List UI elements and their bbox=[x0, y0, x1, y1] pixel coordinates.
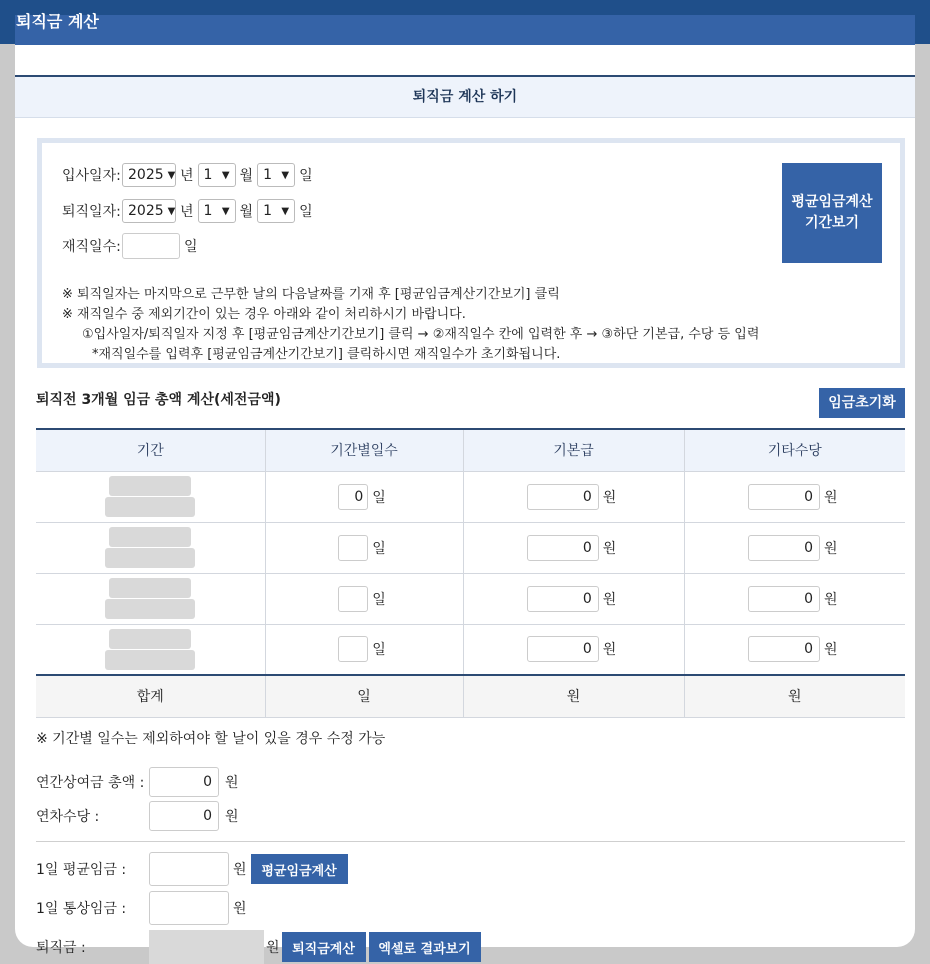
base-pay-input[interactable]: 0 bbox=[527, 586, 599, 612]
won-unit: 원 bbox=[823, 642, 838, 659]
year-unit: 년 bbox=[180, 204, 194, 220]
days-input[interactable] bbox=[338, 636, 368, 662]
month-unit: 월 bbox=[239, 204, 254, 220]
date-input-box bbox=[37, 138, 905, 368]
app-title: 퇴직금 계산 bbox=[16, 12, 99, 31]
won-unit: 원 bbox=[602, 642, 617, 659]
sum-row bbox=[36, 675, 905, 717]
severance-label: 퇴직금 : bbox=[36, 940, 86, 956]
col-days: 기간별일수 bbox=[265, 429, 463, 471]
other-allowance-input[interactable]: 0 bbox=[748, 586, 820, 612]
days-input[interactable] bbox=[338, 535, 368, 561]
won-unit: 원 bbox=[225, 775, 239, 791]
col-base-pay: 기본급 bbox=[463, 429, 684, 471]
other-allowance-input[interactable]: 0 bbox=[748, 636, 820, 662]
month-unit: 월 bbox=[239, 168, 254, 184]
daily-avg-label: 1일 평균임금 : bbox=[36, 862, 127, 878]
hire-year-select[interactable]: 2025 ▼ bbox=[122, 163, 176, 187]
col-other-allowance: 기타수당 bbox=[684, 429, 905, 471]
service-days-row bbox=[62, 233, 202, 259]
wage-calc-title: 퇴직전 3개월 임금 총액 계산(세전금액) bbox=[36, 392, 281, 408]
chevron-down-icon: ▼ bbox=[281, 169, 290, 181]
hire-day-select[interactable]: 1 ▼ bbox=[257, 163, 295, 187]
day-unit: 일 bbox=[372, 642, 386, 659]
day-unit: 일 bbox=[372, 591, 386, 608]
table-row bbox=[36, 624, 905, 675]
annual-leave-label: 연차수당 : bbox=[36, 809, 100, 825]
chevron-down-icon: ▼ bbox=[167, 205, 176, 217]
sum-label: 합계 bbox=[36, 675, 265, 717]
annual-leave-input[interactable]: 0 bbox=[149, 801, 219, 831]
won-unit: 원 bbox=[602, 489, 617, 506]
chevron-down-icon: ▼ bbox=[167, 169, 176, 181]
table-row bbox=[36, 573, 905, 624]
chevron-down-icon: ▼ bbox=[221, 205, 230, 217]
annual-leave-row bbox=[36, 801, 243, 831]
days-edit-note: ※ 기간별 일수는 제외하여야 할 날이 있을 경우 수정 가능 bbox=[36, 731, 386, 747]
other-allowance-input[interactable]: 0 bbox=[748, 535, 820, 561]
daily-avg-input[interactable] bbox=[149, 852, 229, 886]
bonus-label: 연간상여금 총액 : bbox=[36, 775, 145, 791]
daily-ordinary-row bbox=[36, 891, 251, 925]
day-unit: 일 bbox=[299, 204, 313, 220]
avg-wage-period-button[interactable]: 평균임금계산 기간보기 bbox=[782, 163, 882, 263]
section-divider bbox=[36, 841, 905, 842]
note-2: ※ 재직일수 중 제외기간이 있는 경우 아래와 같이 처리하시기 바랍니다. bbox=[62, 307, 466, 322]
severance-calc-button[interactable]: 퇴직금계산 bbox=[282, 932, 366, 962]
leave-year-select[interactable]: 2025 ▼ bbox=[122, 199, 176, 223]
daily-ordinary-label: 1일 통상임금 : bbox=[36, 901, 127, 917]
note-3: ①입사일자/퇴직일자 지정 후 [평균임금계산기간보기] 클릭 → ②재직일수 칸에 입력한 후 → ③하단 기본급, 수당 등 입력 bbox=[82, 327, 760, 342]
col-period: 기간 bbox=[36, 429, 265, 471]
won-unit: 원 bbox=[233, 862, 247, 878]
chevron-down-icon: ▼ bbox=[221, 169, 230, 181]
day-unit: 일 bbox=[299, 168, 313, 184]
won-unit: 원 bbox=[266, 940, 280, 956]
note-4: *재직일수를 입력후 [평균임금계산기간보기] 클릭하시면 재직일수가 초기화됩니다. bbox=[92, 347, 561, 362]
service-days-label: 재직일수: bbox=[62, 239, 121, 255]
base-pay-input[interactable]: 0 bbox=[527, 535, 599, 561]
hire-date-label: 입사일자: bbox=[62, 168, 121, 184]
period-redacted bbox=[36, 527, 265, 568]
leave-date-label: 퇴직일자: bbox=[62, 204, 121, 220]
sum-other-allowance: 원 bbox=[684, 675, 905, 717]
base-pay-input[interactable]: 0 bbox=[527, 484, 599, 510]
year-unit: 년 bbox=[180, 168, 194, 184]
severance-result bbox=[149, 930, 264, 964]
table-row bbox=[36, 522, 905, 573]
avg-wage-calc-button[interactable]: 평균임금계산 bbox=[251, 854, 348, 884]
service-days-input[interactable] bbox=[122, 233, 180, 259]
wage-table bbox=[36, 428, 905, 718]
severance-row bbox=[36, 930, 481, 964]
won-unit: 원 bbox=[823, 540, 838, 557]
leave-day-select[interactable]: 1 ▼ bbox=[257, 199, 295, 223]
won-unit: 원 bbox=[602, 591, 617, 608]
calculator-panel bbox=[15, 15, 915, 957]
panel-header bbox=[15, 15, 915, 45]
table-header-row bbox=[36, 429, 905, 471]
won-unit: 원 bbox=[233, 901, 247, 917]
days-unit: 일 bbox=[184, 239, 198, 255]
leave-date-row bbox=[62, 199, 317, 223]
note-1: ※ 퇴직일자는 마지막으로 근무한 날의 다음날짜를 기재 후 [평균임금계산기간보기] 클릭 bbox=[62, 287, 560, 302]
bonus-row bbox=[36, 767, 243, 797]
sum-base-pay: 원 bbox=[463, 675, 684, 717]
table-row bbox=[36, 471, 905, 522]
sum-days: 일 bbox=[265, 675, 463, 717]
period-redacted bbox=[36, 578, 265, 619]
excel-result-button[interactable]: 엑셀로 결과보기 bbox=[369, 932, 481, 962]
won-unit: 원 bbox=[823, 489, 838, 506]
days-input[interactable] bbox=[338, 586, 368, 612]
won-unit: 원 bbox=[225, 809, 239, 825]
wage-reset-button[interactable]: 임금초기화 bbox=[819, 388, 905, 418]
won-unit: 원 bbox=[823, 591, 838, 608]
hire-month-select[interactable]: 1 ▼ bbox=[198, 163, 236, 187]
day-unit: 일 bbox=[372, 489, 386, 506]
period-redacted bbox=[36, 629, 265, 670]
period-redacted bbox=[36, 476, 265, 517]
days-input[interactable]: 0 bbox=[338, 484, 368, 510]
daily-avg-row bbox=[36, 852, 348, 886]
daily-ordinary-input[interactable] bbox=[149, 891, 229, 925]
won-unit: 원 bbox=[602, 540, 617, 557]
hire-date-row bbox=[62, 163, 317, 187]
chevron-down-icon: ▼ bbox=[281, 205, 290, 217]
bonus-input[interactable]: 0 bbox=[149, 767, 219, 797]
leave-month-select[interactable]: 1 ▼ bbox=[198, 199, 236, 223]
section-title: 퇴직금 계산 하기 bbox=[15, 77, 915, 118]
day-unit: 일 bbox=[372, 540, 386, 557]
base-pay-input[interactable]: 0 bbox=[527, 636, 599, 662]
other-allowance-input[interactable]: 0 bbox=[748, 484, 820, 510]
